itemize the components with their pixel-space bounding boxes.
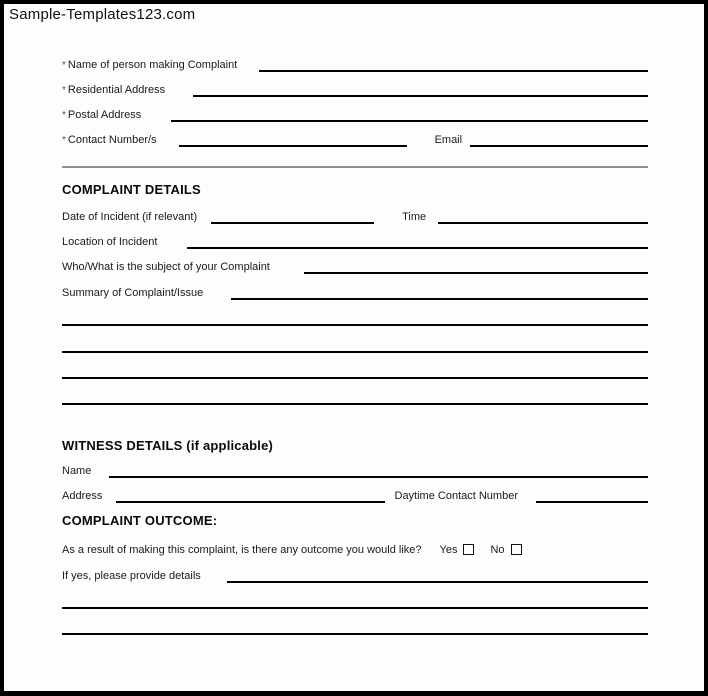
witness-address-row xyxy=(62,486,648,503)
summary-field-line[interactable] xyxy=(231,285,648,300)
residential-label: Residential Address xyxy=(67,84,166,96)
daytime-contact-label: Daytime Contact Number xyxy=(394,490,518,502)
email-field-line[interactable] xyxy=(470,132,648,147)
summary-label: Summary of Complaint/Issue xyxy=(62,287,204,299)
witness-address-label: Address xyxy=(62,490,103,502)
date-label: Date of Incident (if relevant) xyxy=(62,211,198,223)
witness-name-label: Name xyxy=(62,465,92,477)
contact-email-row xyxy=(62,130,648,147)
date-field-line[interactable] xyxy=(211,209,374,224)
summary-blank-line[interactable] xyxy=(62,403,648,405)
yes-checkbox[interactable] xyxy=(463,544,474,555)
postal-label: Postal Address xyxy=(67,109,142,121)
name-field-line[interactable] xyxy=(259,57,648,72)
time-label: Time xyxy=(402,211,427,223)
location-row xyxy=(62,232,648,249)
name-row xyxy=(62,55,648,72)
summary-blank-line[interactable] xyxy=(62,324,648,326)
summary-row xyxy=(62,283,648,300)
subject-field-line[interactable] xyxy=(304,259,648,274)
postal-field-line[interactable] xyxy=(171,107,648,122)
no-checkbox[interactable] xyxy=(511,544,522,555)
location-field-line[interactable] xyxy=(187,234,648,249)
outcome-blank-line[interactable] xyxy=(62,607,648,609)
outcome-blank-line[interactable] xyxy=(62,633,648,635)
date-time-row xyxy=(62,207,648,224)
contact-label: Contact Number/s xyxy=(67,134,157,146)
daytime-contact-field-line[interactable] xyxy=(536,488,648,503)
outcome-details-field-line[interactable] xyxy=(227,568,648,583)
required-asterisk: * xyxy=(62,85,66,96)
required-asterisk: * xyxy=(62,60,66,71)
no-label: No xyxy=(490,543,505,556)
witness-name-row xyxy=(62,461,648,478)
yes-label: Yes xyxy=(439,543,458,556)
residential-field-line[interactable] xyxy=(193,82,648,97)
time-field-line[interactable] xyxy=(438,209,648,224)
site-title: Sample-Templates123.com xyxy=(9,6,196,23)
residential-row xyxy=(62,80,648,97)
outcome-question: As a result of making this complaint, is there any outcome you would like? xyxy=(62,543,422,556)
witness-address-field-line[interactable] xyxy=(116,488,384,503)
postal-row xyxy=(62,105,648,122)
witness-details-heading: WITNESS DETAILS (if applicable) xyxy=(62,438,274,453)
contact-field-line[interactable] xyxy=(179,132,407,147)
outcome-details-row xyxy=(62,566,648,583)
subject-row xyxy=(62,257,648,274)
section-divider xyxy=(62,166,648,168)
required-asterisk: * xyxy=(62,110,66,121)
name-label: Name of person making Complaint xyxy=(67,59,238,71)
complaint-details-heading: COMPLAINT DETAILS xyxy=(62,182,201,197)
outcome-question-row xyxy=(62,541,648,558)
witness-name-field-line[interactable] xyxy=(109,463,648,478)
location-label: Location of Incident xyxy=(62,236,158,248)
summary-blank-line[interactable] xyxy=(62,377,648,379)
outcome-details-label: If yes, please provide details xyxy=(62,570,201,582)
complaint-outcome-heading: COMPLAINT OUTCOME: xyxy=(62,513,218,528)
email-label: Email xyxy=(434,134,463,146)
summary-blank-line[interactable] xyxy=(62,351,648,353)
required-asterisk: * xyxy=(62,135,66,146)
subject-label: Who/What is the subject of your Complaint xyxy=(62,261,270,273)
